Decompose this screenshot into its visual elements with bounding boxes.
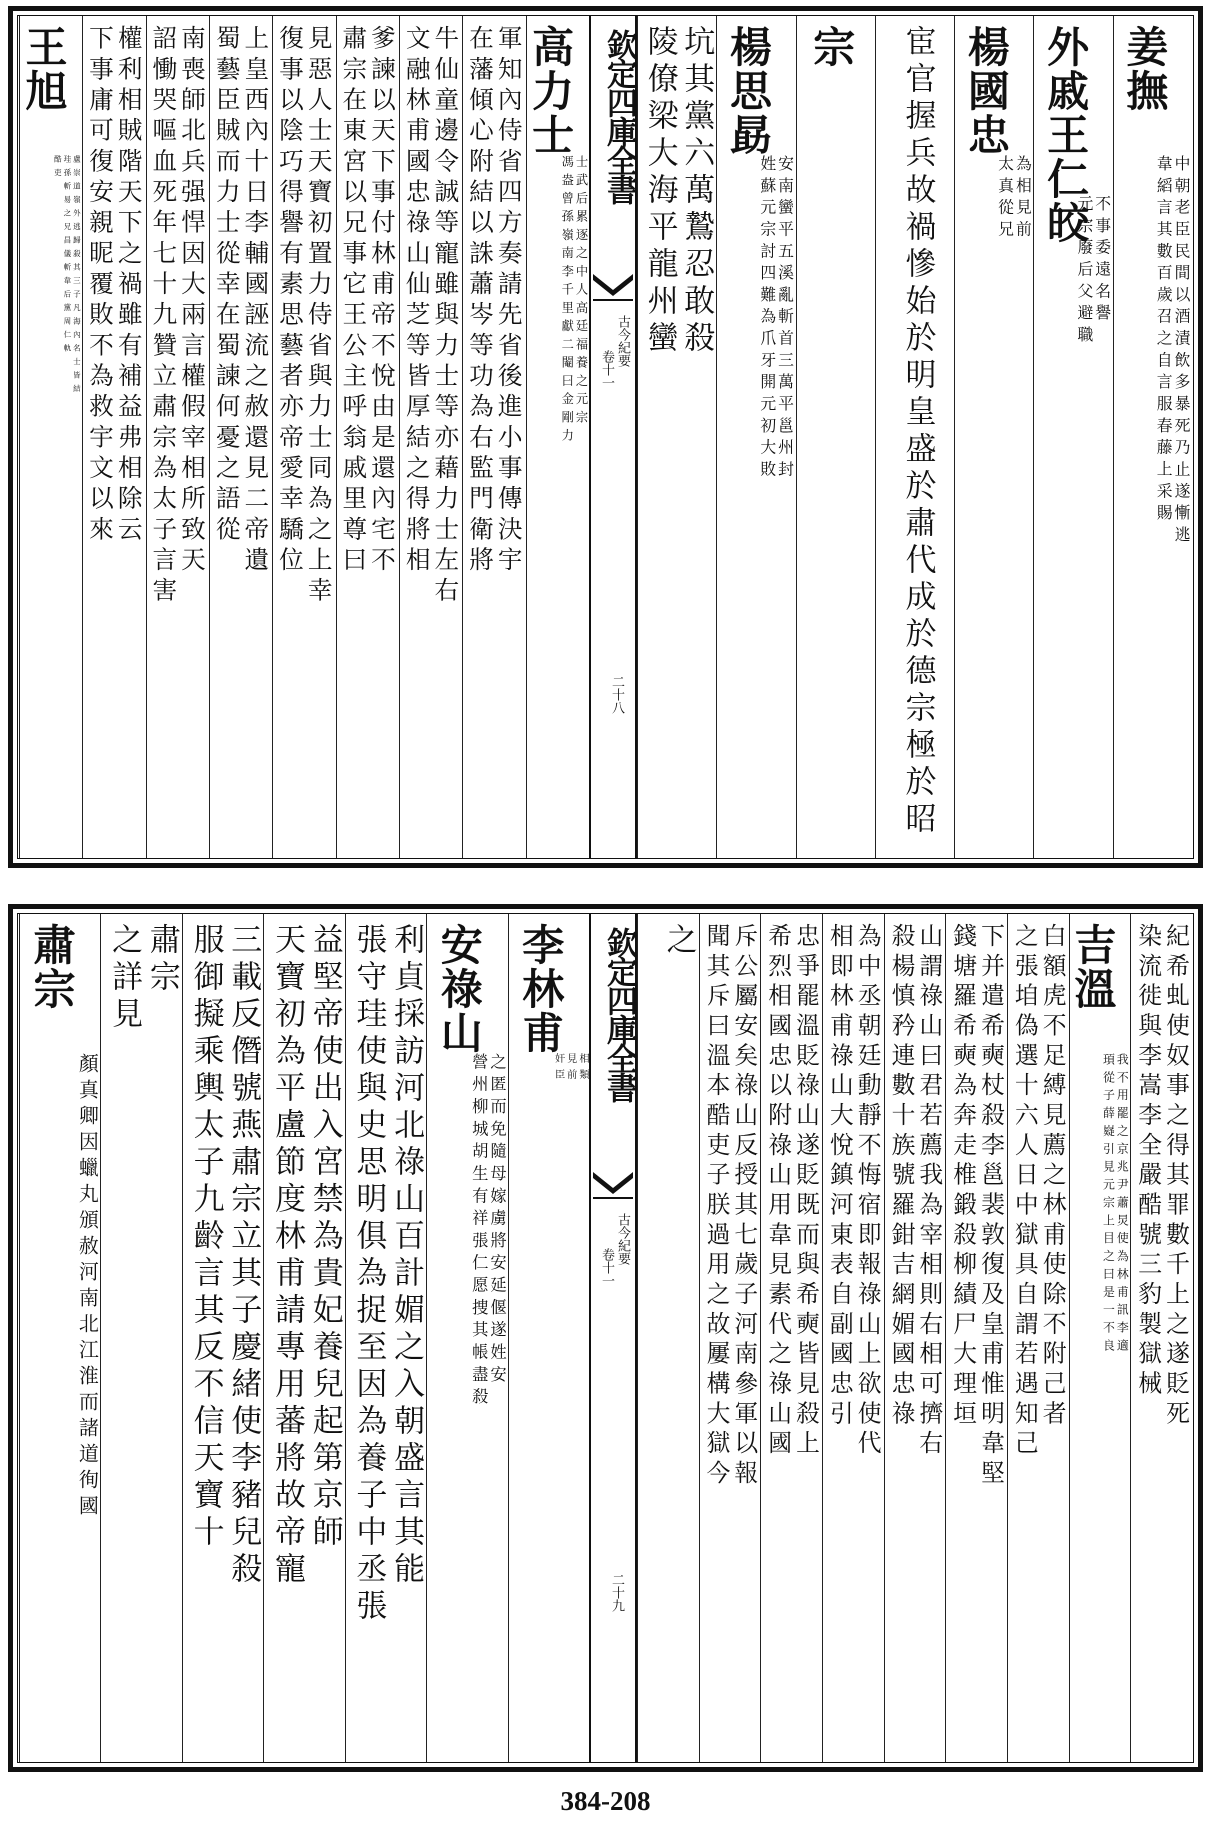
bottom-right-column-8 [637, 913, 699, 1763]
bottom-right-column-3 [945, 913, 1007, 1763]
bottom-left-text-0-1: 見前 [564, 1053, 576, 1086]
top-right-heading-2: 楊國忠 [961, 25, 1011, 157]
top-left-text-7-0: 下事庸可復安親昵覆敗不為救宇文以來 [86, 25, 115, 547]
bottom-left-heading-1: 安祿山 [434, 923, 484, 1055]
bottom-left-text-6-0: 顏真卿因蠟丸頒赦河南北江淮而諸道徇國 [75, 1053, 100, 1521]
bottom-left-text-1-1: 之匿而免隨母嫁虜將安延偃遂姓安 [487, 1053, 507, 1388]
bottom-page [8, 904, 1203, 1772]
top-center-volume: 卷十一 [599, 350, 614, 389]
top-left-heading-8: 王旭 [19, 25, 69, 113]
bottom-right-text-3-1: 下并遣希奭杖殺李邕裴敦復及皇甫惟明韋堅 [976, 923, 1005, 1490]
top-center-page-number: 二十八 [609, 675, 624, 714]
top-left-column-2 [399, 15, 462, 859]
bottom-center-page-number: 二十九 [609, 1573, 624, 1612]
bottom-right-column-5 [822, 913, 884, 1763]
bottom-left-text-2-0: 張守珪使與史思明俱為捉至因為養子中丞張 [350, 923, 387, 1626]
bottom-right-text-3-0: 錢塘羅希奭為奔走椎鍛殺柳績尸大理垣 [949, 923, 978, 1431]
top-left-text-6-0: 詔慟哭嘔血死年七十九贊立肅宗為太子言害 [149, 25, 179, 608]
top-right-text-1-1: 不事委遠名譽 [1092, 195, 1112, 326]
top-center-column [589, 15, 637, 859]
top-right-heading-5: 楊思勗 [723, 25, 773, 157]
bottom-right-text-7-1: 斥公屬安矣祿山反授其七歲子河南參軍以報 [730, 923, 759, 1490]
top-left-text-8-0: 酷吏 [53, 155, 63, 182]
top-right-column-0 [1113, 15, 1192, 859]
top-left-column-8 [19, 15, 82, 859]
top-left-text-8-2: 盧崇道嶺外逃歸殺其三子凡海內名士皆結 [72, 155, 82, 398]
top-left-column-7 [82, 15, 145, 859]
top-right-text-6-0: 陵僚梁大海平龍州蠻 [641, 25, 678, 358]
top-right-heading-0: 姜撫 [1120, 25, 1170, 113]
top-right-text-6-1: 坑其黨六萬鷙忍敢殺 [678, 25, 715, 358]
bottom-left-text-0-0: 奸臣 [552, 1053, 564, 1086]
top-center-book: 古今紀要 [615, 315, 630, 367]
page-footer-label: 384-208 [560, 1786, 651, 1816]
bottom-left-text-3-1: 益堅帝使出入宮禁為貴妃養兒起第京師 [306, 923, 343, 1552]
top-left-heading-0: 高力士 [526, 25, 576, 157]
bottom-center-book: 古今紀要 [615, 1213, 630, 1265]
bottom-right-text-2-1: 白額虎不足縛見薦之林甫使除不附己者 [1038, 923, 1067, 1431]
top-left-text-1-0: 在藩傾心附結以誅蕭岑等功為右監門衛將 [466, 25, 495, 577]
top-right-text-5-1: 安南蠻平五溪亂斬首三萬平邕州封 [775, 155, 795, 483]
top-left-text-6-1: 南喪師北兵强悍因大兩言權假宰相所致天 [177, 25, 207, 577]
bottom-right-heading-1: 吉溫 [1068, 923, 1118, 1011]
bottom-left-text-4-1: 三載反僭號燕肅宗立其子慶緒使李豬兒殺 [225, 923, 262, 1589]
top-right-column-5 [716, 15, 795, 859]
bottom-center-volume: 卷十一 [599, 1248, 614, 1287]
top-left-text-0-0: 馮盎曾孫嶺南李千里獻二閹曰金剛力 [559, 155, 574, 447]
top-left-column-3 [336, 15, 399, 859]
bottom-left-heading-0: 李林甫 [516, 923, 566, 1055]
top-left-text-5-0: 蜀藝臣賊而力士從幸在蜀諫何憂之語從 [212, 25, 242, 547]
bottom-right-column-2 [1007, 913, 1069, 1763]
bottom-right-text-4-1: 山謂祿山曰君若薦我為宰相則右相可擠右 [915, 923, 944, 1460]
top-left-text-2-0: 文融林甫國忠祿山仙芝等皆厚結之得將相 [402, 25, 432, 577]
top-right-column-3 [875, 15, 954, 859]
bottom-left-text-3-0: 天寶初為平盧節度林甫請專用蕃將故帝寵 [269, 923, 305, 1589]
bottom-right-text-5-1: 為中丞朝廷動靜不悔宿即報祿山上欲使代 [853, 923, 882, 1460]
bottom-right-text-8-0: 之 [660, 923, 697, 960]
bottom-right-column-0 [1130, 913, 1192, 1763]
top-left-column-6 [146, 15, 209, 859]
bottom-right-text-2-0: 之張垍偽選十六人日中獄具自謂若遇知己 [1010, 923, 1039, 1460]
top-left-column-0 [526, 15, 589, 859]
top-right-column-6 [637, 15, 716, 859]
bottom-left-column-1 [426, 913, 507, 1763]
bottom-left-text-5-0: 之詳見 [106, 923, 143, 1034]
top-right-column-2 [954, 15, 1033, 859]
top-left-text-8-1: 珪孫斬易之兄昌儀斬韋后黨周仁軌 [62, 155, 72, 358]
top-right-column-4 [796, 15, 875, 859]
top-fishtail-icon [591, 270, 635, 310]
bottom-left-text-5-1: 肅宗 [143, 923, 180, 997]
top-right-column-1 [1033, 15, 1112, 859]
top-right-heading-3: 宦官握兵故禍慘始於明皇盛於肅代成於德宗極於昭 [899, 25, 936, 839]
top-left-text-1-1: 軍知內侍省四方奏請先省後進小事傳決宇 [494, 25, 524, 577]
bottom-left-text-4-0: 服御擬乘輿太子九齡言其反不信天寶十 [187, 923, 224, 1552]
bottom-right-text-4-0: 殺楊慎矜連數十族號羅鉗吉網媚國忠祿 [887, 923, 916, 1431]
top-right-text-1-0: 元宗廢后父避職 [1074, 195, 1094, 348]
top-right-heading-4: 宗 [807, 25, 857, 69]
bottom-left-column-0 [508, 913, 589, 1763]
bottom-right-text-6-0: 希烈相國忠以附祿山用韋見素代之祿山國 [764, 923, 793, 1460]
bottom-left-column-5 [100, 913, 181, 1763]
bottom-right-text-1-0: 頊從子薛嶷引見元宗上目之曰是一不良 [1101, 1053, 1116, 1357]
top-left-text-7-1: 權利相賊階天下之禍雖有補益弗相除云 [114, 25, 144, 547]
bottom-left-column-3 [263, 913, 344, 1763]
top-left-text-3-0: 肅宗在東宮以兄事它王公主呼翁戚里尊曰 [339, 25, 369, 577]
bottom-right-text-1-1: 我不用罷之京兆尹蕭炅使為林甫訊李適 [1115, 1053, 1130, 1357]
bottom-left-column-6 [19, 913, 100, 1763]
bottom-right-column-7 [699, 913, 761, 1763]
top-left-text-4-1: 見惡人士天寶初置力侍省與力士同為之上幸 [304, 25, 334, 608]
bottom-left-column-2 [345, 913, 426, 1763]
bottom-right-column-6 [760, 913, 822, 1763]
bottom-fishtail-icon [591, 1168, 635, 1208]
top-page [8, 6, 1203, 868]
bottom-left-text-0-2: 相類 [576, 1053, 588, 1086]
bottom-left-text-2-1: 利貞採訪河北祿山百計媚之入朝盛言其能 [388, 923, 425, 1589]
top-left-text-3-1: 爹諫以天下事付林甫帝不悅由是還內宅不 [367, 25, 397, 577]
bottom-right-text-7-0: 聞其斥曰溫本酷吏子朕過用之故屢構大獄今 [702, 923, 731, 1490]
top-left-text-2-1: 牛仙童邊令誠等寵雖與力士等亦藉力士左右 [431, 25, 461, 608]
top-left-text-5-1: 上皇西內十日李輔國誣流之赦還見二帝遺 [241, 25, 271, 577]
top-right-text-2-1: 為相見前 [1013, 155, 1033, 243]
top-right-text-0-1: 中朝老臣民間以酒漬飲多暴死乃止遂慚逃 [1171, 155, 1191, 548]
bottom-left-column-4 [182, 913, 263, 1763]
bottom-right-text-6-1: 忠爭罷溫貶祿山遂貶既而與希奭皆見殺上 [791, 923, 820, 1460]
bottom-right-text-0-1: 紀希虬使奴事之得其罪數千上之遂貶死 [1161, 923, 1190, 1431]
top-left-column-5 [209, 15, 272, 859]
bottom-right-text-0-0: 染流徙與李嵩李全嚴酷號三豹製獄械 [1134, 923, 1163, 1401]
bottom-right-text-5-0: 相即林甫祿山大悅鎮河東表自副國忠引 [825, 923, 854, 1431]
top-center-title: 欽定四庫全書 [601, 29, 637, 203]
top-left-column-1 [462, 15, 525, 859]
bottom-left-text-1-0: 營州柳城胡生有祥張仁愿捜其帳盡殺 [469, 1053, 489, 1411]
top-right-text-2-0: 太真從兄 [995, 155, 1015, 243]
bottom-right-column-4 [884, 913, 946, 1763]
bottom-center-column [589, 913, 637, 1763]
top-left-text-0-1: 士武后累逐之中人高廷福養之元宗 [573, 155, 588, 429]
bottom-center-title: 欽定四庫全書 [601, 927, 637, 1101]
top-right-text-0-0: 韋縚言其數百歲召之自言服春藤上采賜 [1154, 155, 1174, 527]
top-right-heading-1: 外戚王仁皎 [1041, 25, 1091, 245]
top-right-text-5-0: 姓蘇元宗討四難為爪牙開元初大敗 [757, 155, 777, 483]
top-left-column-4 [272, 15, 335, 859]
bottom-right-column-1 [1069, 913, 1131, 1763]
top-left-text-4-0: 復事以陰巧得譽有素思藝者亦帝愛幸驕位 [276, 25, 305, 577]
bottom-left-heading-6: 肅宗 [27, 923, 77, 1011]
